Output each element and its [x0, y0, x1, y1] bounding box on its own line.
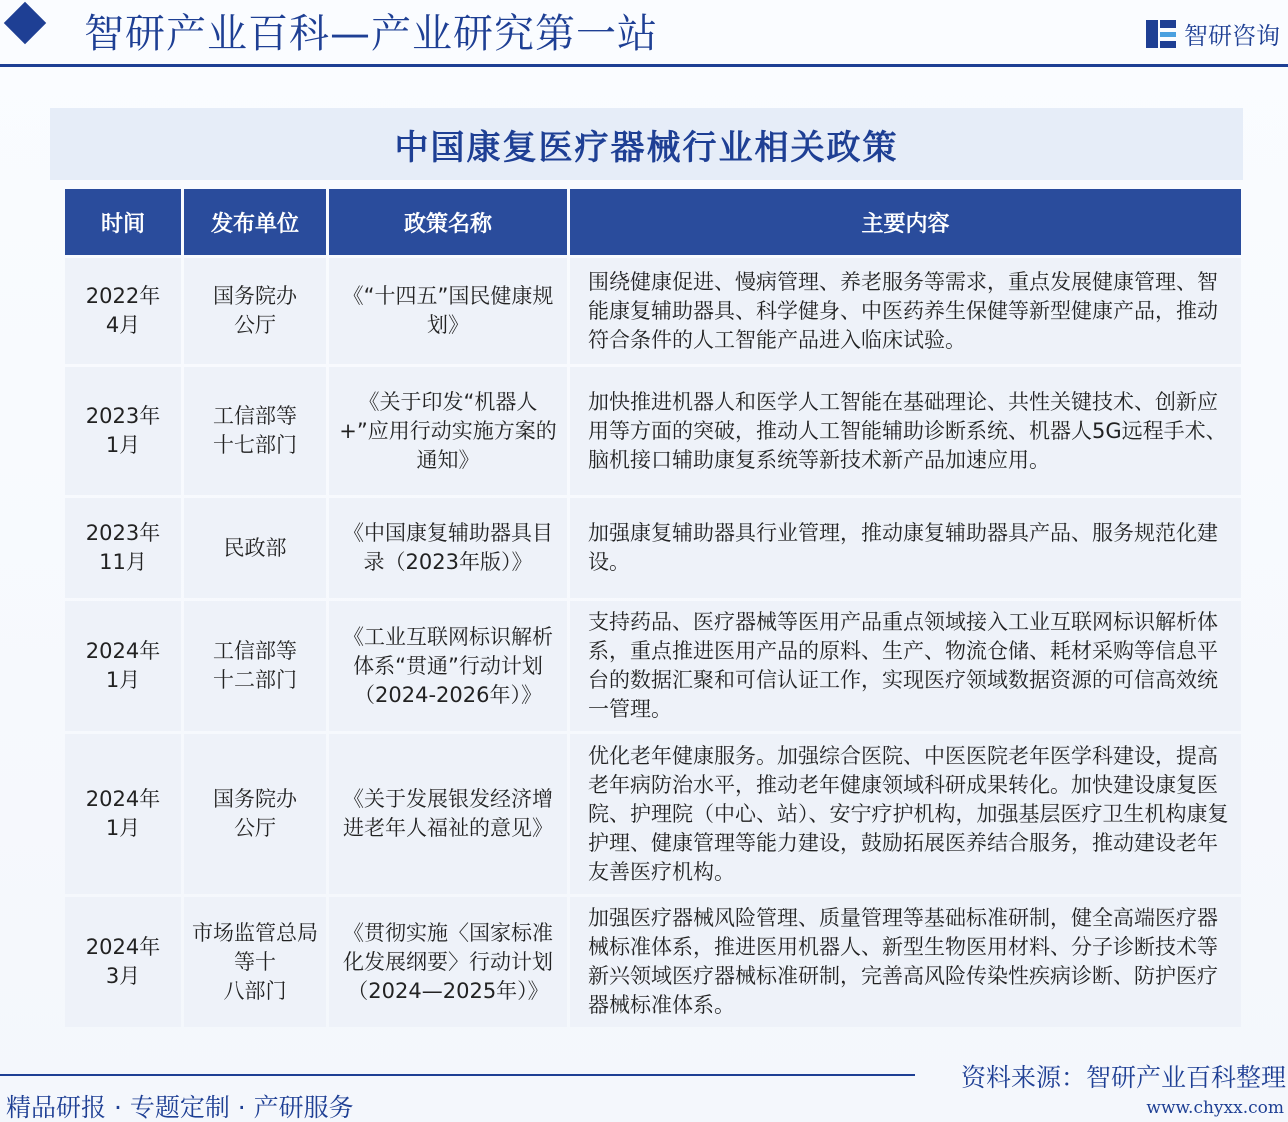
cell-org	[184, 367, 326, 495]
org-text: 民政部	[223, 535, 287, 560]
cell-org	[184, 498, 326, 598]
policy-table	[62, 186, 1244, 1030]
cell-policy-name: 《“十四五”国民健康规划》	[329, 258, 567, 364]
cell-time	[65, 367, 181, 495]
org-text: 市场监管总局等十	[192, 920, 318, 974]
slogan: 精品研报 · 专题定制 · 产研服务	[6, 1093, 354, 1122]
diamond-icon	[4, 2, 46, 44]
column-header: 政策名称	[329, 189, 567, 255]
table-row	[65, 601, 1241, 731]
cell-policy-name: 《关于印发“机器人+”应用行动实施方案的通知》	[329, 367, 567, 495]
column-header: 时间	[65, 189, 181, 255]
cell-time	[65, 498, 181, 598]
time-text: 1月	[105, 433, 141, 457]
header-title: 智研产业百科—产业研究第一站	[84, 11, 658, 57]
org-text: 国务院办	[213, 787, 297, 811]
org-text: 工信部等	[213, 404, 297, 428]
org-text: 国务院办	[213, 284, 297, 308]
column-header: 主要内容	[570, 189, 1241, 255]
cell-policy-name: 《关于发展银发经济增进老年人福祉的意见》	[329, 734, 567, 894]
org-text: 工信部等	[213, 639, 297, 663]
org-text: 八部门	[223, 978, 287, 1003]
cell-time	[65, 897, 181, 1027]
org-text: 十二部门	[213, 668, 297, 692]
time-text: 2023年	[85, 404, 161, 428]
cell-content: 加快推进机器人和医学人工智能在基础理论、共性关键技术、创新应用等方面的突破，推动人工智能辅助诊断系统、机器人5G远程手术、脑机接口辅助康复系统等新技术新产品加速应用。	[570, 367, 1241, 495]
org-text: 十七部门	[213, 433, 297, 457]
cell-content: 支持药品、医疗器械等医用产品重点领域接入工业互联网标识解析体系，重点推进医用产品的原料、生产、物流仓储、耗材采购等信息平台的数据汇聚和可信认证工作，实现医疗领域数据资源的可信高效统一管理。	[570, 601, 1241, 731]
time-text: 1月	[105, 816, 141, 840]
website-url: www.chyxx.com	[1146, 1098, 1284, 1118]
table-row	[65, 258, 1241, 364]
cell-content: 加强医疗器械风险管理、质量管理等基础标准研制，健全高端医疗器械标准体系，推进医用机器人、新型生物医用材料、分子诊断技术等新兴领域医疗器械标准研制，完善高风险传染性疾病诊断、防护医疗器械标准体系。	[570, 897, 1241, 1027]
table-row	[65, 498, 1241, 598]
cell-org	[184, 897, 326, 1027]
cell-org	[184, 734, 326, 894]
time-text: 2024年	[85, 639, 161, 663]
time-text: 11月	[99, 550, 147, 574]
cell-time	[65, 601, 181, 731]
brand-logo-icon	[1146, 20, 1176, 48]
source-note: 资料来源：智研产业百科整理	[960, 1063, 1286, 1092]
table-row	[65, 897, 1241, 1027]
cell-content: 围绕健康促进、慢病管理、养老服务等需求，重点发展健康管理、智能康复辅助器具、科学健身、中医药养生保健等新型健康产品，推动符合条件的人工智能产品进入临床试验。	[570, 258, 1241, 364]
table-title: 中国康复医疗器械行业相关政策	[50, 108, 1243, 180]
table-row	[65, 367, 1241, 495]
time-text: 2024年	[85, 787, 161, 811]
brand-name: 智研咨询	[1184, 22, 1280, 50]
time-text: 4月	[105, 313, 141, 337]
org-text: 公厅	[234, 313, 276, 337]
time-text: 2024年	[85, 935, 161, 959]
time-text: 1月	[105, 668, 141, 692]
org-text: 公厅	[234, 816, 276, 840]
cell-policy-name: 《贯彻实施〈国家标准化发展纲要〉行动计划（2024—2025年）》	[329, 897, 567, 1027]
cell-org	[184, 601, 326, 731]
time-text: 2022年	[85, 284, 161, 308]
cell-org	[184, 258, 326, 364]
time-text: 3月	[105, 964, 141, 988]
cell-time	[65, 734, 181, 894]
cell-content: 优化老年健康服务。加强综合医院、中医医院老年医学科建设，提高老年病防治水平，推动老年健康领域科研成果转化。加快建设康复医院、护理院（中心、站）、安宁疗护机构，加强基层医疗卫生机构康复护理、健康管理等能力建设，鼓励拓展医养结合服务，推动建设老年友善医疗机构。	[570, 734, 1241, 894]
table-row	[65, 734, 1241, 894]
time-text: 2023年	[85, 521, 161, 545]
footer-divider	[0, 1074, 915, 1076]
cell-time	[65, 258, 181, 364]
cell-policy-name: 《中国康复辅助器具目录（2023年版）》	[329, 498, 567, 598]
cell-content: 加强康复辅助器具行业管理，推动康复辅助器具产品、服务规范化建设。	[570, 498, 1241, 598]
column-header: 发布单位	[184, 189, 326, 255]
cell-policy-name: 《工业互联网标识解析体系“贯通”行动计划（2024-2026年）》	[329, 601, 567, 731]
brand	[1146, 16, 1280, 51]
header-divider	[0, 64, 1288, 67]
